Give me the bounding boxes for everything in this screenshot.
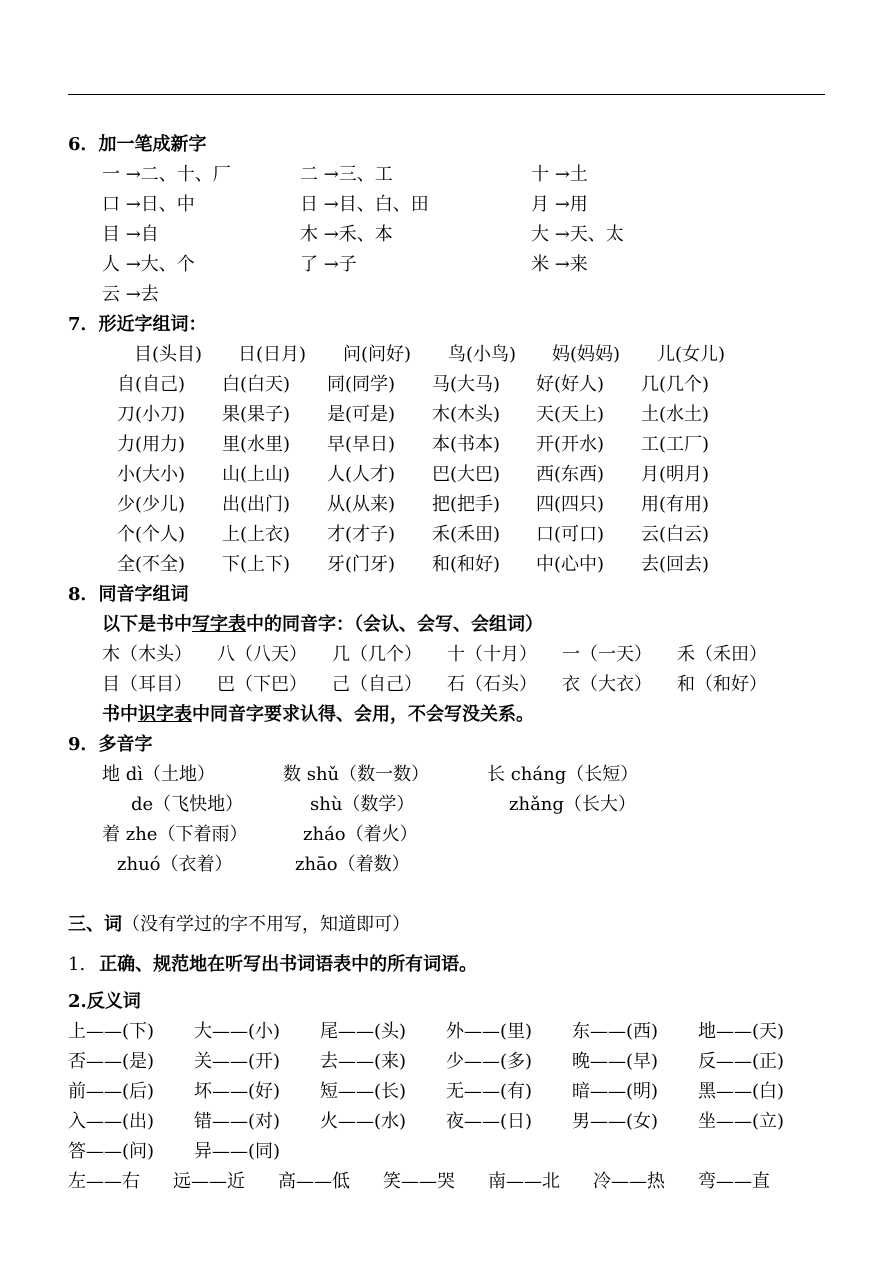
s6-cell: 人 →大、个 — [102, 254, 195, 275]
s7-cell: 果(果子) — [222, 404, 291, 425]
antonym-cell: 反——(正) — [698, 1051, 785, 1072]
s8-note-underlined: 识字表 — [138, 704, 192, 725]
s8-cell: 一（一天） — [562, 644, 652, 665]
s8-cell: 己（自己） — [332, 674, 422, 695]
antonym-cell: 男——(女) — [572, 1111, 659, 1132]
s7-cell: 牙(门牙) — [327, 554, 396, 575]
s6-cell: 大 →天、太 — [531, 224, 624, 245]
s7-cell: 四(四只) — [536, 494, 605, 515]
s7-cell: 木(木头) — [432, 404, 501, 425]
s8-intro-underlined: 写字表 — [192, 614, 246, 635]
antonym-cell: 错——(对) — [194, 1111, 281, 1132]
antonym-pair: 高——低 — [278, 1171, 350, 1192]
s7-cell: 山(上山) — [222, 464, 291, 485]
s7-cell: 少(少儿) — [117, 494, 186, 515]
s6-cell: 二 →三、工 — [300, 164, 393, 185]
antonym-cell: 暗——(明) — [572, 1081, 659, 1102]
s8-cell: 十（十月） — [447, 644, 537, 665]
antonym-cell: 答——(问) — [68, 1141, 155, 1162]
item-1: 1. 正确、规范地在听写出书词语表中的所有词语。 — [68, 954, 478, 975]
s8-cell: 巴（下巴） — [217, 674, 307, 695]
s7-cell: 把(把手) — [432, 494, 501, 515]
s7-cell: 里(水里) — [222, 434, 291, 455]
section-8-heading: 8．同音字组词 — [68, 584, 189, 605]
antonym-cell: 尾——(头) — [320, 1021, 407, 1042]
s8-note: 书中识字表中同音字要求认得、会用，不会写没关系。 — [102, 704, 534, 725]
antonym-cell: 坏——(好) — [194, 1081, 281, 1102]
s7-cell: 全(不全) — [117, 554, 186, 575]
antonym-cell: 晚——(早) — [572, 1051, 659, 1072]
header-rule — [68, 94, 825, 95]
polyphone-line: 地 dì（土地） — [102, 764, 216, 785]
s8-cell: 八（八天） — [217, 644, 307, 665]
s7-cell: 目(头目) — [134, 344, 203, 365]
polyphone-line: zháo（着火） — [303, 824, 418, 845]
s7-cell: 和(和好) — [432, 554, 501, 575]
s8-cell: 禾（禾田） — [677, 644, 767, 665]
s7-cell: 工(工厂) — [641, 434, 710, 455]
s7-cell: 白(白天) — [222, 374, 291, 395]
antonym-pair: 冷——热 — [593, 1171, 665, 1192]
antonym-pair: 远——近 — [173, 1171, 245, 1192]
s6-cell: 了 →子 — [300, 254, 357, 275]
s7-cell: 力(用力) — [117, 434, 186, 455]
s7-cell: 人(人才) — [327, 464, 396, 485]
s7-cell: 刀(小刀) — [117, 404, 186, 425]
polyphone-line: de（飞快地） — [131, 794, 244, 815]
polyphone-line: shù（数学） — [310, 794, 415, 815]
antonym-cell: 火——(水) — [320, 1111, 407, 1132]
polyphone-line: zhǎng（长大） — [509, 794, 636, 815]
s7-cell: 西(东西) — [536, 464, 605, 485]
s6-cell: 月 →用 — [531, 194, 588, 215]
section-7-heading: 7．形近字组词： — [68, 314, 207, 335]
s6-cell: 十 →土 — [531, 164, 588, 185]
s7-cell: 本(书本) — [432, 434, 501, 455]
polyphone-line: 长 cháng（长短） — [487, 764, 639, 785]
antonym-cell: 地——(天) — [698, 1021, 785, 1042]
antonym-cell: 关——(开) — [194, 1051, 281, 1072]
antonym-cell: 异——(同) — [194, 1141, 281, 1162]
s7-cell: 出(出门) — [222, 494, 291, 515]
polyphone-line: zhuó（衣着） — [117, 854, 233, 875]
polyphone-line: zhāo（着数） — [295, 854, 410, 875]
antonym-cell: 入——(出) — [68, 1111, 155, 1132]
polyphone-line: 数 shǔ（数一数） — [283, 764, 430, 785]
s7-cell: 马(大马) — [432, 374, 501, 395]
s7-cell: 禾(禾田) — [432, 524, 501, 545]
part-3-heading: 三、词（没有学过的字不用写，知道即可） — [68, 914, 410, 935]
antonym-pair: 左——右 — [68, 1171, 140, 1192]
antonym-cell: 坐——(立) — [698, 1111, 785, 1132]
antonym-cell: 上——(下) — [68, 1021, 155, 1042]
polyphone-line: 着 zhe（下着雨） — [102, 824, 248, 845]
s7-cell: 去(回去) — [641, 554, 710, 575]
antonym-cell: 黑——(白) — [698, 1081, 785, 1102]
antonym-cell: 大——(小) — [194, 1021, 281, 1042]
s6-cell: 目 →自 — [102, 224, 159, 245]
part-3-note: （没有学过的字不用写，知道即可） — [122, 914, 410, 935]
s6-cell: 日 →目、白、田 — [300, 194, 429, 215]
antonym-cell: 去——(来) — [320, 1051, 407, 1072]
s7-cell: 云(白云) — [641, 524, 710, 545]
s8-intro: 以下是书中写字表中的同音字：（会认、会写、会组词） — [102, 614, 543, 635]
section-6-heading: 6．加一笔成新字 — [68, 134, 207, 155]
s7-cell: 好(好人) — [536, 374, 605, 395]
s6-cell: 米 →来 — [531, 254, 588, 275]
s6-cell: 木 →禾、本 — [300, 224, 393, 245]
s8-cell: 石（石头） — [447, 674, 537, 695]
s8-cell: 衣（大衣） — [562, 674, 652, 695]
s7-cell: 几(几个) — [641, 374, 710, 395]
s7-cell: 口(可口) — [536, 524, 605, 545]
antonym-heading: 2.反义词 — [68, 991, 141, 1012]
s7-cell: 上(上衣) — [222, 524, 291, 545]
s8-cell: 和（和好） — [677, 674, 767, 695]
antonym-cell: 夜——(日) — [446, 1111, 533, 1132]
s7-cell: 是(可是) — [327, 404, 396, 425]
antonym-pair: 弯——直 — [698, 1171, 770, 1192]
antonym-cell: 东——(西) — [572, 1021, 659, 1042]
s6-cell: 口 →日、中 — [102, 194, 195, 215]
s7-cell: 才(才子) — [327, 524, 396, 545]
s7-cell: 巴(大巴) — [432, 464, 501, 485]
section-9-heading: 9．多音字 — [68, 734, 153, 755]
antonym-cell: 无——(有) — [446, 1081, 533, 1102]
s7-cell: 日(日月) — [238, 344, 307, 365]
antonym-cell: 否——(是) — [68, 1051, 155, 1072]
s7-cell: 妈(妈妈) — [552, 344, 621, 365]
s7-cell: 天(天上) — [536, 404, 605, 425]
s7-cell: 自(自己) — [117, 374, 186, 395]
s7-cell: 土(水土) — [641, 404, 710, 425]
s7-cell: 下(上下) — [222, 554, 291, 575]
s7-cell: 用(有用) — [641, 494, 710, 515]
s7-cell: 个(个人) — [117, 524, 186, 545]
s7-cell: 从(从来) — [327, 494, 396, 515]
antonym-cell: 短——(长) — [320, 1081, 407, 1102]
s7-cell: 儿(女儿) — [657, 344, 726, 365]
s6-cell: 云 →去 — [102, 284, 159, 305]
s8-cell: 几（几个） — [332, 644, 422, 665]
s7-cell: 问(问好) — [343, 344, 412, 365]
s8-cell: 目（耳目） — [102, 674, 192, 695]
s6-cell: 一 →二、十、厂 — [102, 164, 231, 185]
antonym-pair: 笑——哭 — [383, 1171, 455, 1192]
antonym-cell: 前——(后) — [68, 1081, 155, 1102]
antonym-cell: 少——(多) — [446, 1051, 533, 1072]
s7-cell: 早(早日) — [327, 434, 396, 455]
s7-cell: 开(开水) — [536, 434, 605, 455]
s7-cell: 鸟(小鸟) — [448, 344, 517, 365]
antonym-pair: 南——北 — [488, 1171, 560, 1192]
s7-cell: 月(明月) — [641, 464, 710, 485]
s7-cell: 同(同学) — [327, 374, 396, 395]
s7-cell: 小(大小) — [117, 464, 186, 485]
s8-cell: 木（木头） — [102, 644, 192, 665]
s7-cell: 中(心中) — [536, 554, 605, 575]
antonym-cell: 外——(里) — [446, 1021, 533, 1042]
